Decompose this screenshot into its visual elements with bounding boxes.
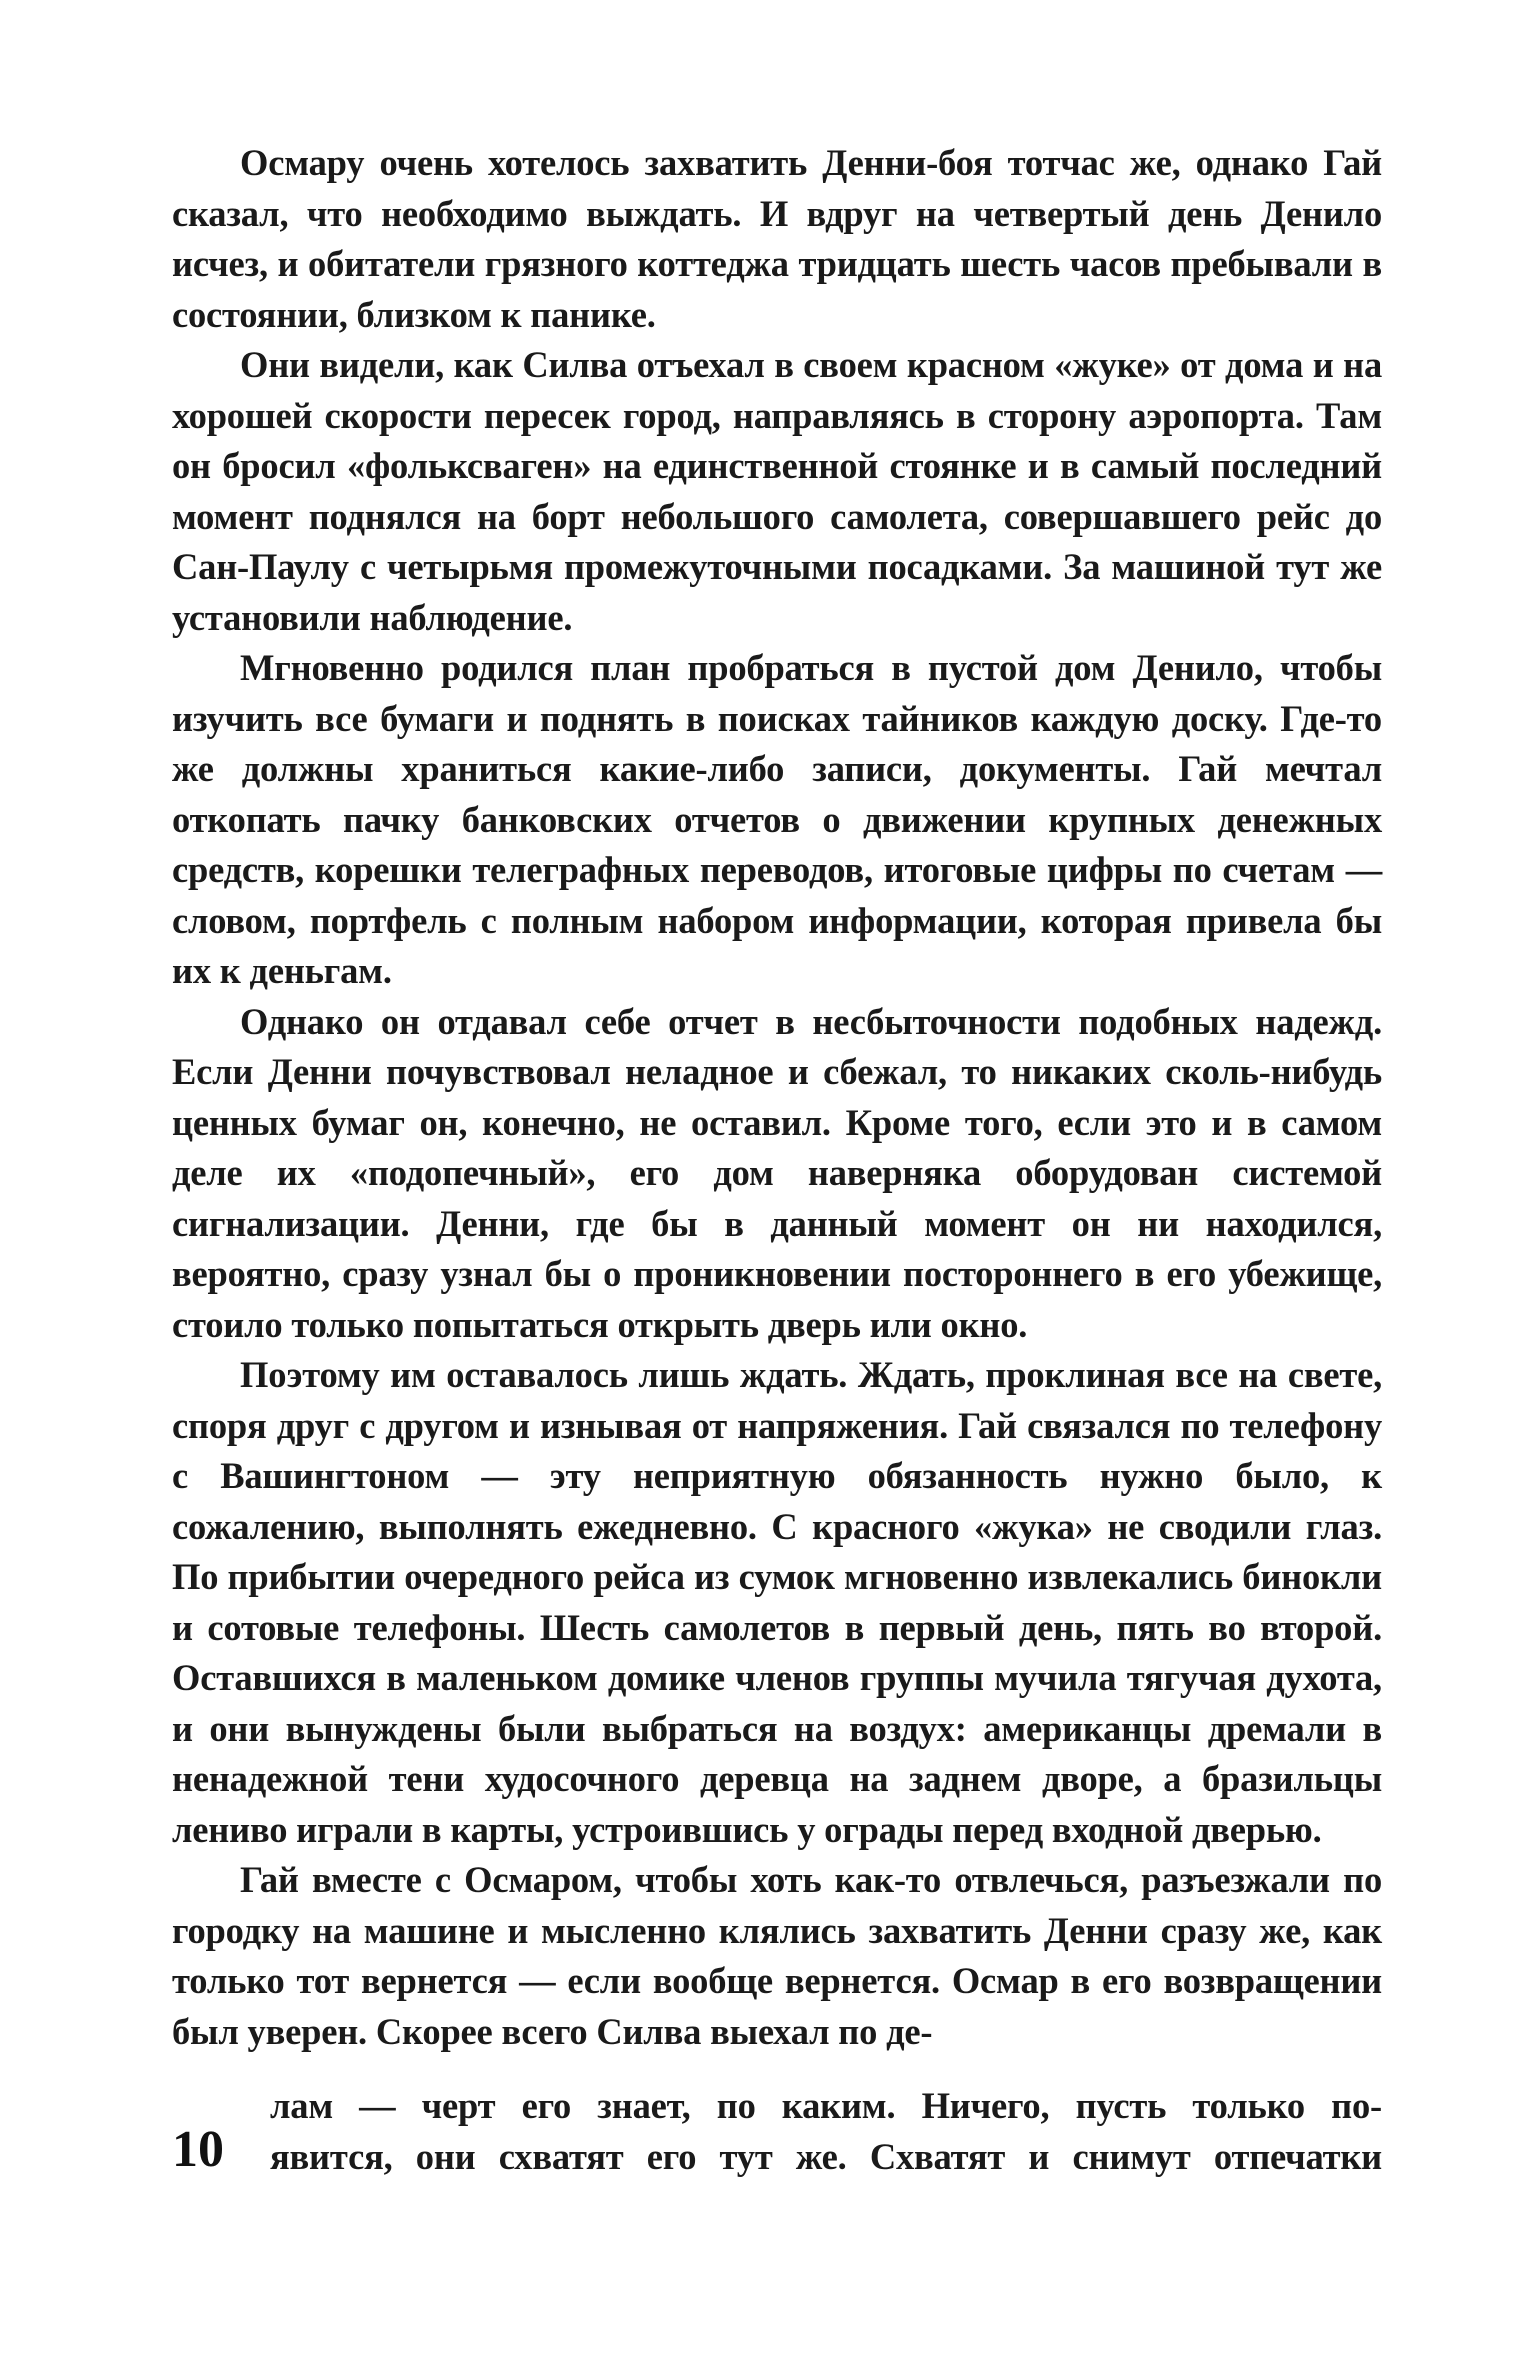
text-line: явится, они схватят его тут же. Схватят и снимут отпечатки bbox=[270, 2136, 1382, 2177]
paragraph: Мгновенно родился план пробраться в пустой дом Денило, чтобы изучить все бумаги и поднять в поисках тайников каждую доску. Где-то же должны храниться какие-либо записи, документы. Гай мечтал откопать пачку банковских отчетов о движении крупных денежных средств, корешки телеграфных переводов, итоговые цифры по счетам — словом, портфель с полным набором информации, которая привела бы их к деньгам. bbox=[172, 647, 1382, 991]
paragraph: Гай вместе с Осмаром, чтобы хоть как-то отвлечься, разъезжали по городку на машине и мысленно клялись захватить Денни сразу же, как только тот вернется — если вообще вернется. Осмар в его возвращении был уверен. Скорее всего Силва выехал по де- bbox=[172, 1859, 1382, 2052]
page-number: 10 bbox=[172, 2121, 224, 2178]
text-line: лам — черт его знает, по каким. Ничего, пусть только по- bbox=[270, 2085, 1382, 2126]
paragraph: Осмару очень хотелось захватить Денни-боя тотчас же, однако Гай сказал, что необходимо выждать. И вдруг на четвертый день Денило исчез, и обитатели грязного коттеджа тридцать шесть часов пребывали в состоянии, близком к панике. bbox=[172, 142, 1382, 335]
continued-text bbox=[270, 2080, 1382, 2182]
paragraph: Однако он отдавал себе отчет в несбыточности подобных надежд. Если Денни почувствовал неладное и сбежал, то никаких сколь-нибудь ценных бумаг он, конечно, не оставил. Кроме того, если это и в самом деле их «подопечный», его дом наверняка оборудован системой сигнализации. Денни, где бы в данный момент он ни находился, вероятно, сразу узнал бы о проникновении постороннего в его убежище, стоило только попытаться открыть дверь или окно. bbox=[172, 1000, 1382, 1345]
paragraph: Они видели, как Силва отъехал в своем красном «жуке» от дома и на хорошей скорости пересек город, направляясь в сторону аэропорта. Там он бросил «фольксваген» на единственной стоянке и в самый последний момент поднялся на борт небольшого самолета, совершавшего рейс до Сан-Паулу с четырьмя промежуточными посадками. За машиной тут же установили наблюдение. bbox=[172, 344, 1382, 638]
paragraph: Поэтому им оставалось лишь ждать. Ждать, проклиная все на свете, споря друг с другом и изнывая от напряжения. Гай связался по телефону с Вашингтоном — эту неприятную обязанность нужно было, к сожалению, выполнять ежедневно. С красного «жука» не сводили глаз. По прибытии очередного рейса из сумок мгновенно извлекались бинокли и сотовые телефоны. Шесть самолетов в первый день, пять во второй. Оставшихся в маленьком домике членов группы мучила тягучая духота, и они вынуждены были выбраться на воздух: американцы дремали в ненадежной тени худосочного деревца на заднем дворе, а бразильцы лениво играли в карты, устроившись у ограды перед входной дверью. bbox=[172, 1354, 1382, 1850]
body-text bbox=[172, 138, 1382, 2057]
